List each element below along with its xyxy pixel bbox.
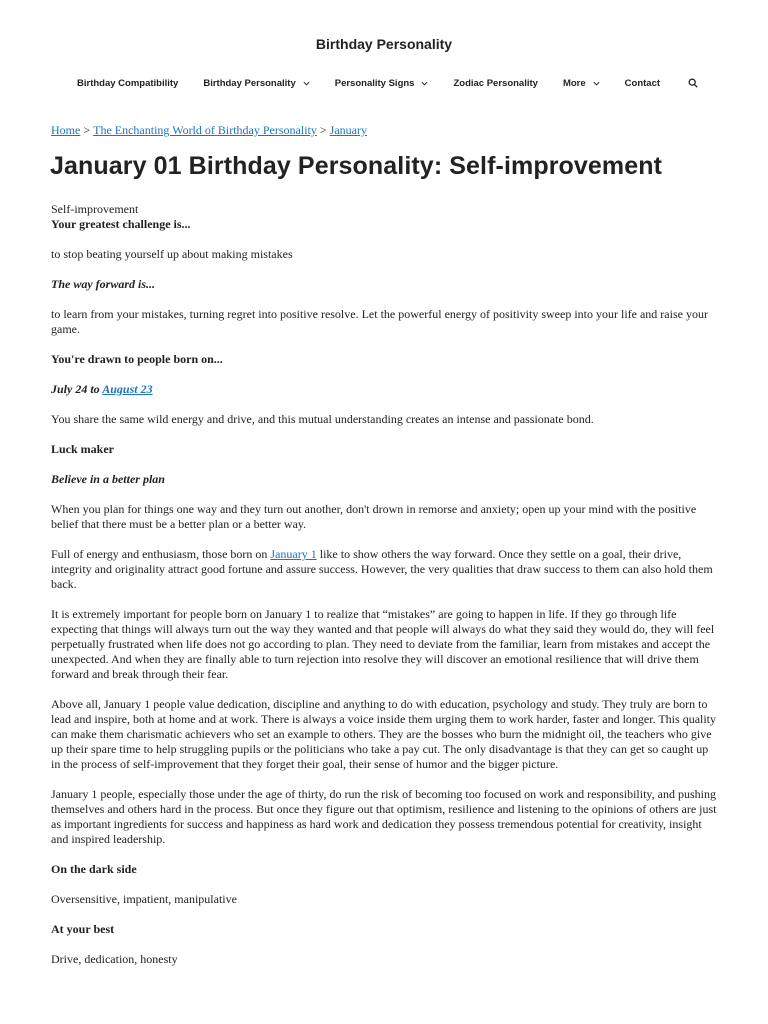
august-23-link[interactable]: August 23 bbox=[102, 382, 153, 396]
paragraph-4: January 1 people, especially those under the age of thirty, do run the risk of becoming too focused on work and responsibility, and pushing themselves and others hard in the process. But once they figure out that optimism, resilience and listening to the opinions of others are just as important ingredients for success and happiness as hard work and dedication they possess tremendous potential for creativity, insight and inspired leadership. bbox=[51, 787, 717, 846]
drawn-text: You share the same wild energy and drive, and this mutual understanding creates an intense and passionate bond. bbox=[51, 412, 594, 426]
intro-text: Self-improvement bbox=[51, 202, 139, 216]
chevron-down-icon bbox=[593, 80, 600, 87]
page-title: January 01 Birthday Personality: Self-improvement bbox=[50, 152, 663, 180]
breadcrumb bbox=[51, 123, 367, 138]
nav-item-contact[interactable] bbox=[625, 78, 660, 89]
main-nav bbox=[77, 76, 698, 90]
paragraph-3: Above all, January 1 people value dedication, discipline and anything to do with education, psychology and study. They truly are born to lead and inspire, both at home and at work. There is always a voice inside them urging them to work harder, faster and longer. This quality can make them charismatic achievers who set an example to others. They are the bosses who burn the midnight oil, the teachers who give up their spare time to help struggling pupils or the politicians who take a pay cut. The only disadvantage is that they can get so caught up in the process of self-improvement that they forget their goal, their sense of humor and the bigger picture. bbox=[51, 697, 717, 771]
paragraph-2: It is extremely important for people born on January 1 to realize that “mistakes” are going to happen in life. If they go through life expecting that things will always turn out the way they wanted and that people will always do what they said they would do, they will feel perpetually frustrated when life does not go according to plan. They need to deviate from the familiar, learn from mistakes and accept the unexpected. And when they are finally able to turn rejection into resolve they will discover an emotional resilience that will drive them forward and break through their fear. bbox=[51, 607, 715, 681]
nav-item-label: More bbox=[562, 77, 586, 89]
breadcrumb-month-link[interactable]: January bbox=[329, 123, 367, 137]
nav-item-label: Birthday Personality bbox=[203, 77, 296, 89]
luck-text: When you plan for things one way and they turn out another, don't drown in remorse and anxiety; open up your mind with the positive belief that there must be a better plan or a better way. bbox=[51, 502, 697, 531]
nav-item-zodiac-personality[interactable] bbox=[453, 78, 537, 89]
article-body bbox=[51, 202, 719, 982]
chevron-down-icon bbox=[421, 80, 428, 87]
site-title[interactable]: Birthday Personality bbox=[315, 36, 453, 52]
nav-item-personality-signs[interactable] bbox=[335, 78, 429, 89]
at-your-best-text: Drive, dedication, honesty bbox=[51, 952, 178, 966]
breadcrumb-separator: > bbox=[319, 123, 327, 137]
drawn-range-prefix: July 24 to bbox=[51, 382, 103, 396]
search-icon[interactable] bbox=[688, 78, 698, 88]
forward-heading: The way forward is... bbox=[51, 277, 156, 291]
drawn-range bbox=[51, 382, 719, 397]
paragraph-1-start: Full of energy and enthusiasm, those born on bbox=[51, 547, 271, 561]
nav-item-birthday-compatibility[interactable] bbox=[77, 78, 178, 89]
january-1-link[interactable]: January 1 bbox=[270, 547, 317, 561]
dark-side-text: Oversensitive, impatient, manipulative bbox=[51, 892, 237, 906]
dark-side-heading: On the dark side bbox=[51, 862, 137, 876]
paragraph-1 bbox=[51, 547, 719, 592]
breadcrumb-section-link[interactable]: The Enchanting World of Birthday Personality bbox=[93, 123, 317, 137]
nav-item-label: Zodiac Personality bbox=[453, 77, 538, 89]
paragraph-1-end: like to show others the way forward. Once they settle on a goal, their drive, integrity and originality attract good fortune and assure success. However, the very qualities that draw success to them can also hold them back. bbox=[51, 547, 713, 591]
luck-subheading: Believe in a better plan bbox=[51, 472, 165, 486]
breadcrumb-separator: > bbox=[83, 123, 91, 137]
chevron-down-icon bbox=[303, 80, 310, 87]
nav-item-label: Birthday Compatibility bbox=[77, 77, 179, 89]
breadcrumb-home-link[interactable]: Home bbox=[51, 123, 81, 137]
nav-item-label: Personality Signs bbox=[334, 77, 415, 89]
challenge-heading: Your greatest challenge is... bbox=[51, 217, 191, 231]
at-your-best-heading: At your best bbox=[51, 922, 115, 936]
nav-item-more[interactable] bbox=[563, 78, 600, 89]
nav-item-birthday-personality[interactable] bbox=[203, 78, 309, 89]
drawn-heading: You're drawn to people born on... bbox=[51, 352, 223, 366]
luck-heading: Luck maker bbox=[51, 442, 114, 456]
nav-item-label: Contact bbox=[624, 77, 661, 89]
forward-text: to learn from your mistakes, turning regret into positive resolve. Let the powerful energy of positivity sweep into your life and raise your game. bbox=[51, 307, 708, 336]
challenge-text: to stop beating yourself up about making mistakes bbox=[51, 247, 293, 261]
